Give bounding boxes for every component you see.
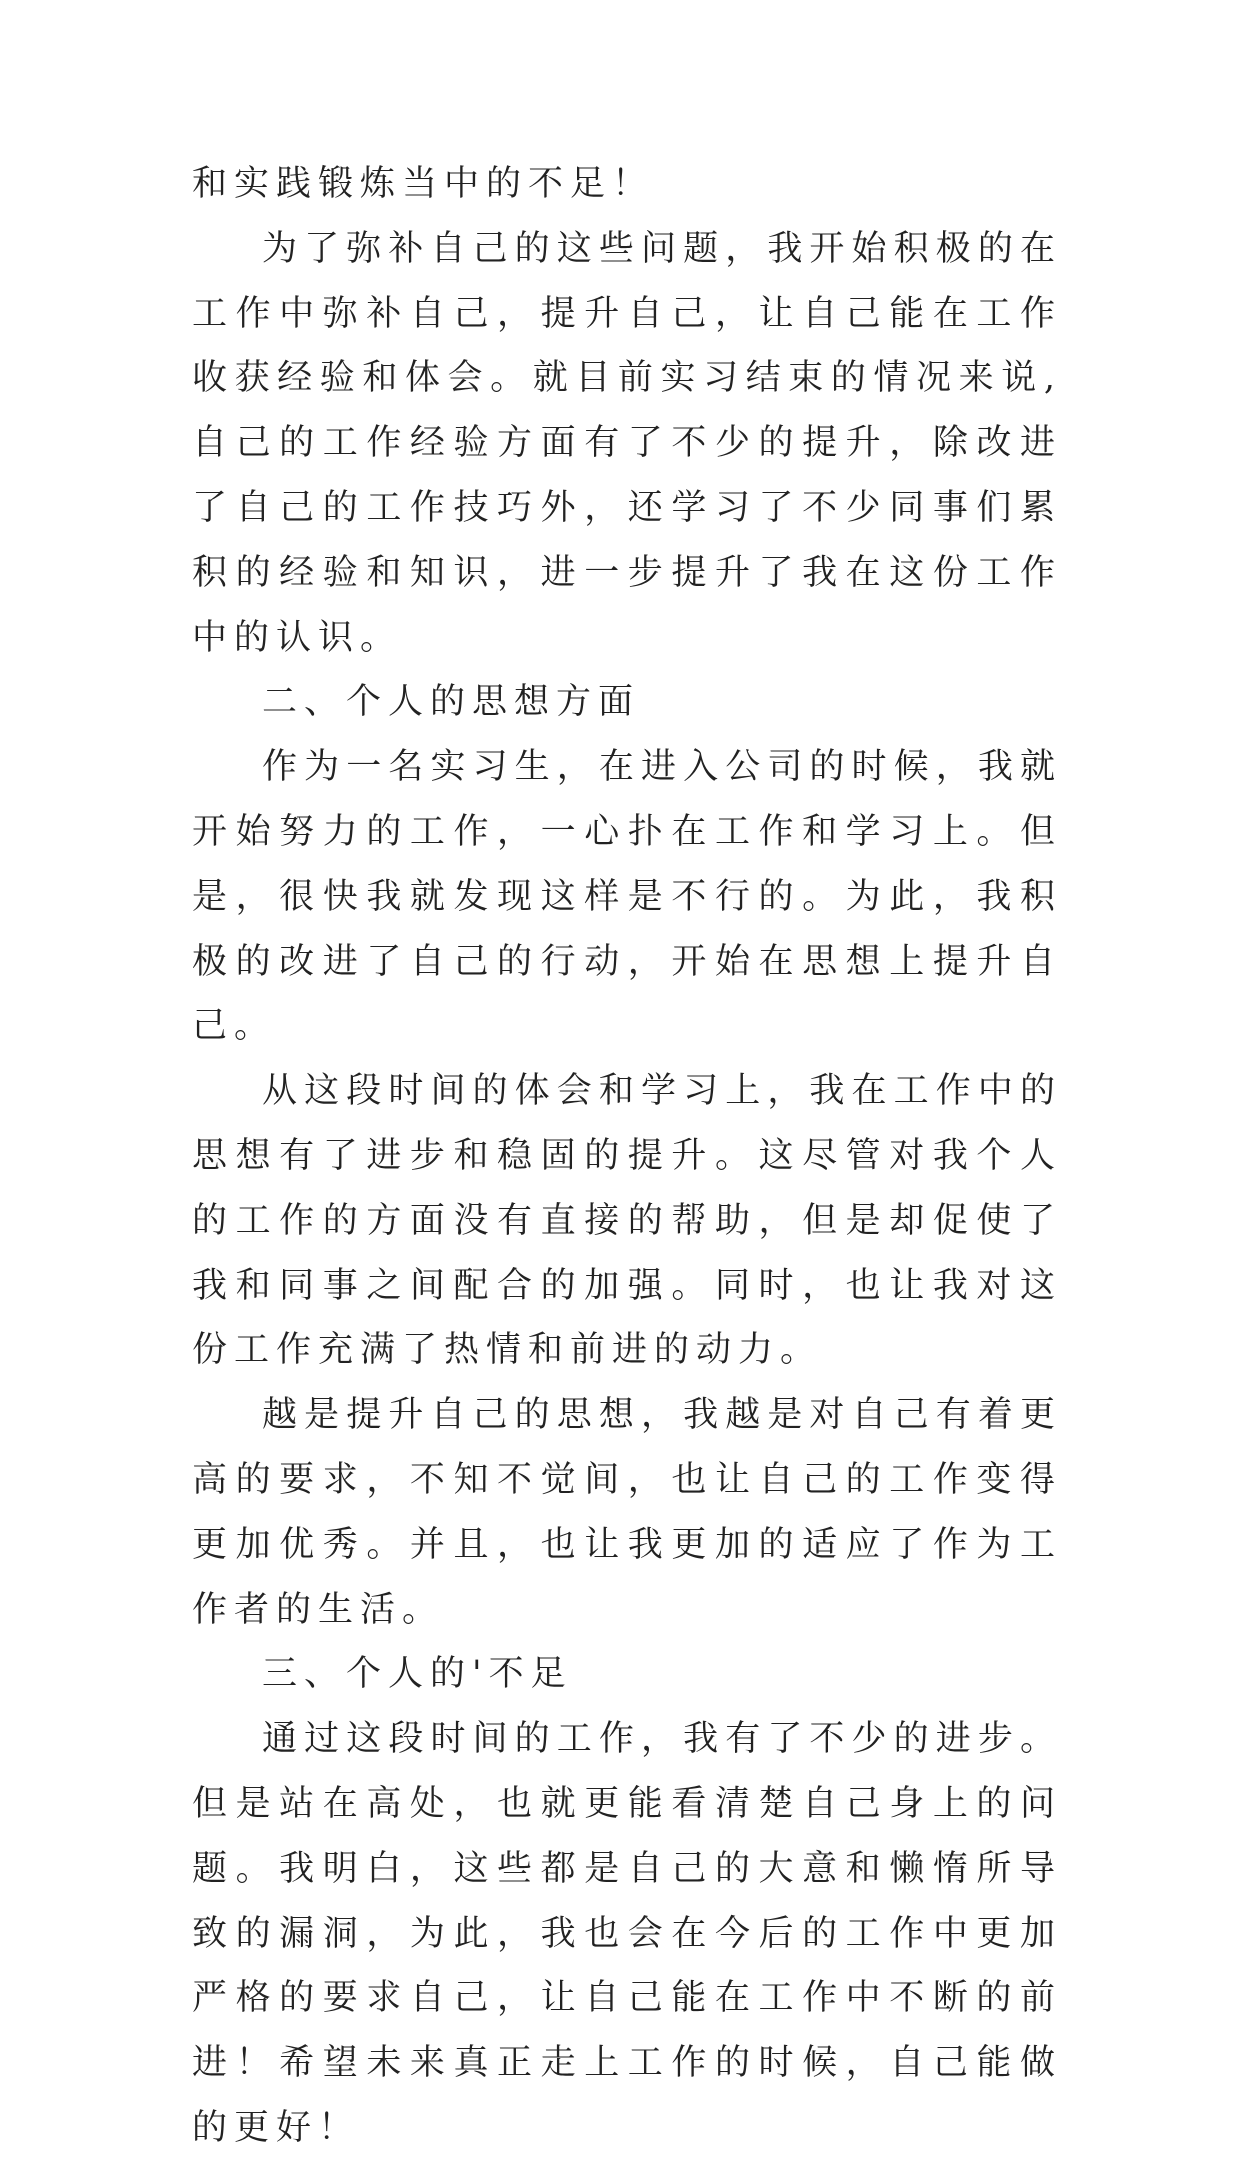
paragraph-1: 和实践锻炼当中的不足！: [192, 164, 655, 204]
paragraph-2: 为了弥补自己的这些问题，我开始积极的在工作中弥补自己，提升自己，让自己能在工作收获经验和体会。就目前实习结束的情况来说,自己的工作经验方面有了不少的提升，除改进了自己的工作技巧外，还学习了不少同事们累积的经验和知识，进一步提升了我在这份工作中的认识。: [192, 228, 1062, 658]
document-body: [192, 152, 1062, 2161]
paragraph-4: 从这段时间的体会和学习上，我在工作中的思想有了进步和稳固的提升。这尽管对我个人的工作的方面没有直接的帮助，但是却促使了我和同事之间配合的加强。同时，也让我对这份工作充满了热情和前进的动力。: [192, 1071, 1062, 1371]
section-heading-shortcomings: 三、个人的'不足: [262, 1654, 573, 1695]
paragraph-5: 越是提升自己的思想，我越是对自己有着更高的要求，不知不觉间，也让自己的工作变得更加优秀。并且，也让我更加的适应了作为工作者的生活。: [192, 1395, 1062, 1630]
paragraph-3: 作为一名实习生，在进入公司的时候，我就开始努力的工作，一心扑在工作和学习上。但是，很快我就发现这样是不行的。为此，我积极的改进了自己的行动，开始在思想上提升自己。: [192, 747, 1062, 1047]
section-heading-thinking: 二、个人的思想方面: [262, 682, 641, 723]
paragraph-6: 通过这段时间的工作，我有了不少的进步。但是站在高处，也就更能看清楚自己身上的问题。我明白，这些都是自己的大意和懒惰所导致的漏洞，为此，我也会在今后的工作中更加严格的要求自己，让自己能在工作中不断的前进！希望未来真正走上工作的时候，自己能做的更好！: [192, 1719, 1062, 2148]
